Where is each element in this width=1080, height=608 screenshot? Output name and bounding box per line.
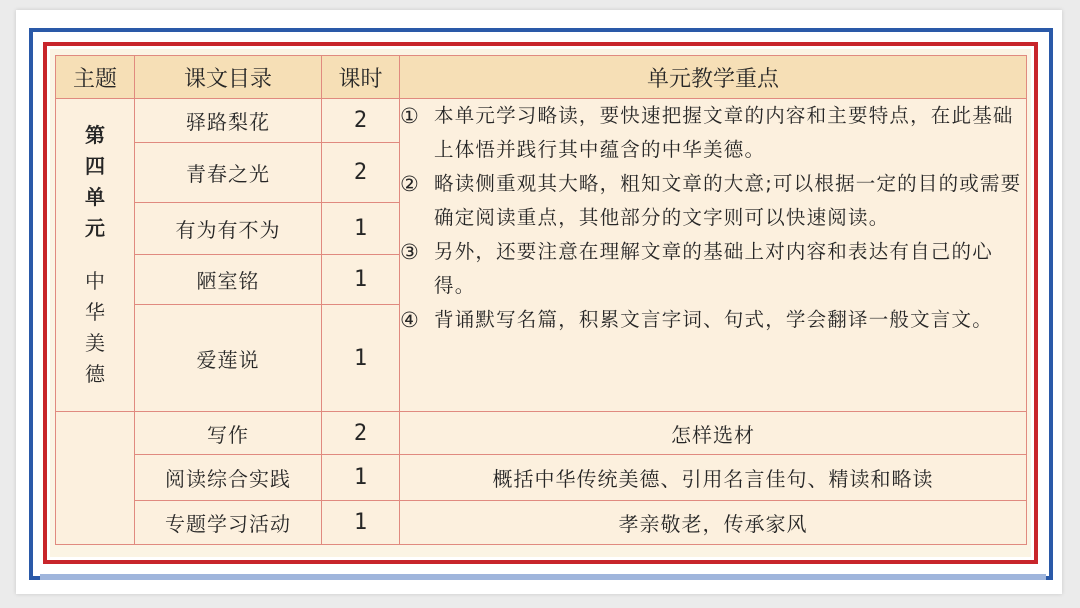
unit-char: 第 xyxy=(85,123,105,148)
table-row xyxy=(56,500,1027,544)
focus-text: 本单元学习略读，要快速把握文章的内容和主要特点，在此基础上体悟并践行其中蕴含的中华美德。 xyxy=(434,104,1014,162)
theme-char: 华 xyxy=(85,300,105,325)
lesson-title: 爱莲说 xyxy=(135,304,322,411)
lesson-title: 陋室铭 xyxy=(135,254,322,304)
header-hours: 课时 xyxy=(322,56,400,99)
focus-points-cell xyxy=(400,99,1027,412)
outer-frame-shadow xyxy=(40,574,1046,580)
topic-blank-cell xyxy=(56,412,135,545)
table-row xyxy=(56,454,1027,500)
lesson-hours: 1 xyxy=(322,304,400,411)
lesson-hours: 1 xyxy=(322,202,400,254)
unit-topic-cell xyxy=(56,99,135,412)
table-row xyxy=(56,99,1027,143)
focus-point xyxy=(400,167,1026,235)
focus-text: 略读侧重观其大略，粗知文章的大意;可以根据一定的目的或需要确定阅读重点，其他部分的文字则可以快速阅读。 xyxy=(434,172,1022,230)
lesson-hours: 1 xyxy=(322,254,400,304)
unit-char: 元 xyxy=(85,216,105,241)
lesson-hours: 2 xyxy=(322,143,400,202)
lesson-focus: 怎样选材 xyxy=(400,412,1027,454)
lesson-title: 专题学习活动 xyxy=(135,500,322,544)
focus-number: ① xyxy=(400,104,419,129)
focus-point xyxy=(400,235,1026,303)
lesson-hours: 1 xyxy=(322,500,400,544)
lesson-hours: 2 xyxy=(322,412,400,454)
focus-point xyxy=(400,99,1026,167)
theme-char: 中 xyxy=(85,269,105,294)
lesson-hours: 2 xyxy=(322,99,400,143)
theme-char: 德 xyxy=(85,362,105,387)
header-row xyxy=(56,56,1027,99)
focus-text: 背诵默写名篇，积累文言字词、句式，学会翻译一般文言文。 xyxy=(434,308,993,332)
unit-char: 单 xyxy=(85,185,105,210)
header-topic: 主题 xyxy=(56,56,135,99)
lesson-title: 有为有不为 xyxy=(135,202,322,254)
theme-char: 美 xyxy=(85,331,105,356)
lesson-title: 阅读综合实践 xyxy=(135,454,322,500)
lesson-title: 驿路梨花 xyxy=(135,99,322,143)
unit-char: 四 xyxy=(85,154,105,179)
header-lesson: 课文目录 xyxy=(135,56,322,99)
focus-number: ③ xyxy=(400,240,419,265)
focus-point xyxy=(400,303,1026,337)
lesson-title: 写作 xyxy=(135,412,322,454)
table-row xyxy=(56,412,1027,454)
focus-text: 另外，还要注意在理解文章的基础上对内容和表达有自己的心得。 xyxy=(434,240,993,298)
lesson-focus: 孝亲敬老，传承家风 xyxy=(400,500,1027,544)
lesson-title: 青春之光 xyxy=(135,143,322,202)
header-focus: 单元教学重点 xyxy=(400,56,1027,99)
focus-number: ② xyxy=(400,172,419,197)
unit-plan-table xyxy=(55,55,1027,545)
lesson-focus: 概括中华传统美德、引用名言佳句、精读和略读 xyxy=(400,454,1027,500)
lesson-hours: 1 xyxy=(322,454,400,500)
focus-number: ④ xyxy=(400,308,419,333)
